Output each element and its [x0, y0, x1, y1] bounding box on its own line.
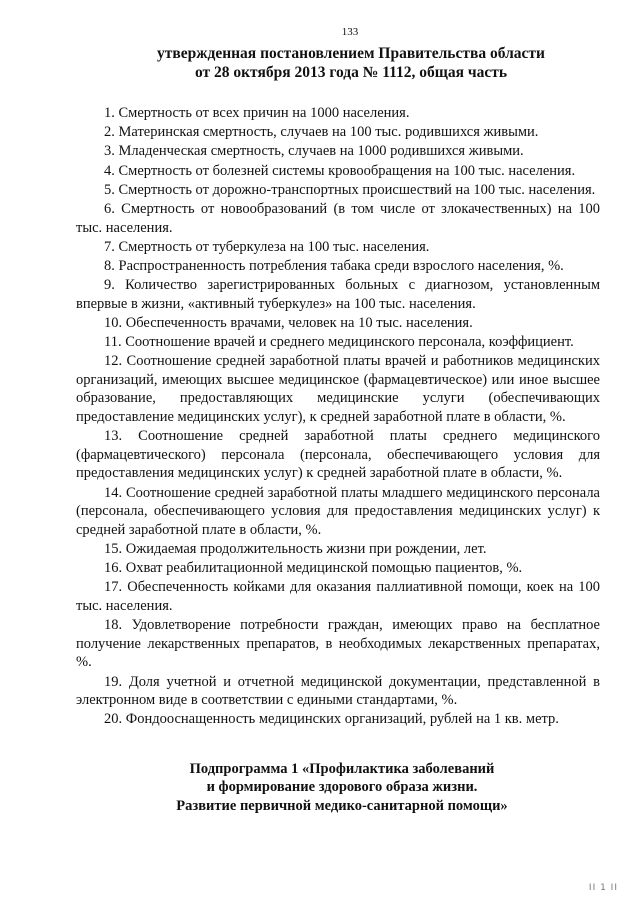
indicator-item-7: 7. Смертность от туберкулеза на 100 тыс. населения. — [104, 238, 430, 255]
indicator-item-14: 14. Соотношение средней заработной платы младшего медицинского персонала (персонала, обеспечивающего условия для предоставления медицинских услуг) к средней заработной плате в области, %. — [76, 484, 600, 538]
subprogram-heading-line-2: и формирование здорового образа жизни. — [206, 779, 478, 796]
corner-mark: II 1 II — [588, 883, 618, 893]
indicator-item-17: 17. Обеспеченность койками для оказания паллиативной помощи, коек на 100 тыс. населения. — [76, 579, 600, 614]
subprogram-heading-line-1: Подпрограмма 1 «Профилактика заболеваний — [189, 760, 495, 777]
indicator-item-20: 20. Фондооснащенность медицинских организаций, рублей на 1 кв. метр. — [104, 711, 559, 728]
indicator-item-9: 9. Количество зарегистрированных больных с диагнозом, установленным впервые в жизни, «активный туберкулез» на 100 тыс. населения. — [76, 277, 600, 312]
indicator-item-19: 19. Доля учетной и отчетной медицинской документации, представленной в электронном виде в соответствии с едиными стандартами, %. — [76, 673, 600, 709]
indicator-item-15: 15. Ожидаемая продолжительность жизни при рождении, лет. — [104, 540, 487, 557]
subprogram-heading-line-3: Развитие первичной медико-санитарной помощи» — [176, 798, 508, 815]
indicator-item-3: 3. Младенческая смертность, случаев на 1000 родившихся живыми. — [104, 143, 524, 160]
indicator-item-18: 18. Удовлетворение потребности граждан, имеющих право на бесплатное получение лекарственных препаратов, в необходимых лекарственных препаратах, %. — [76, 617, 600, 671]
indicator-item-5: 5. Смертность от дорожно-транспортных происшествий на 100 тыс. населения. — [104, 181, 596, 198]
subprogram-heading — [76, 760, 600, 816]
indicator-item-12: 12. Соотношение средней заработной платы врачей и работников медицинских организаций, имеющих высшее медицинское (фармацевтическое) или иное высшее образование, предоставляющих медицинские услуги (обеспечивающих предоставление медицинских услуг), к средней заработной плате в области, %. — [76, 353, 600, 426]
indicator-item-4: 4. Смертность от болезней системы кровообращения на 100 тыс. населения. — [104, 162, 576, 179]
document-heading — [76, 44, 600, 82]
indicator-item-8: 8. Распространенность потребления табака среди взрослого населения, %. — [104, 257, 564, 274]
document-heading-line-1: утвержденная постановлением Правительства области — [157, 45, 545, 62]
indicator-item-16: 16. Охват реабилитационной медицинской помощью пациентов, %. — [104, 560, 523, 577]
indicator-item-10: 10. Обеспеченность врачами, человек на 10 тыс. населения. — [104, 314, 473, 331]
indicator-item-6: 6. Смертность от новообразований (в том числе от злокачественных) на 100 тыс. населения. — [76, 200, 600, 236]
indicator-item-13: 13. Соотношение средней заработной платы среднего медицинского (фармацевтического) персонала (персонала, обеспечивающего условия для предоставления медицинских услуг) к средней заработной плате в области, %. — [76, 428, 600, 482]
indicator-item-2: 2. Материнская смертность, случаев на 100 тыс. родившихся живыми. — [104, 124, 539, 141]
indicator-list — [76, 104, 600, 729]
indicator-item-11: 11. Соотношение врачей и среднего медицинского персонала, коэффициент. — [104, 334, 574, 351]
indicator-item-1: 1. Смертность от всех причин на 1000 населения. — [104, 105, 410, 121]
document-heading-line-2: от 28 октября 2013 года № 1112, общая часть — [194, 64, 508, 81]
page-number: 133 — [341, 26, 359, 38]
